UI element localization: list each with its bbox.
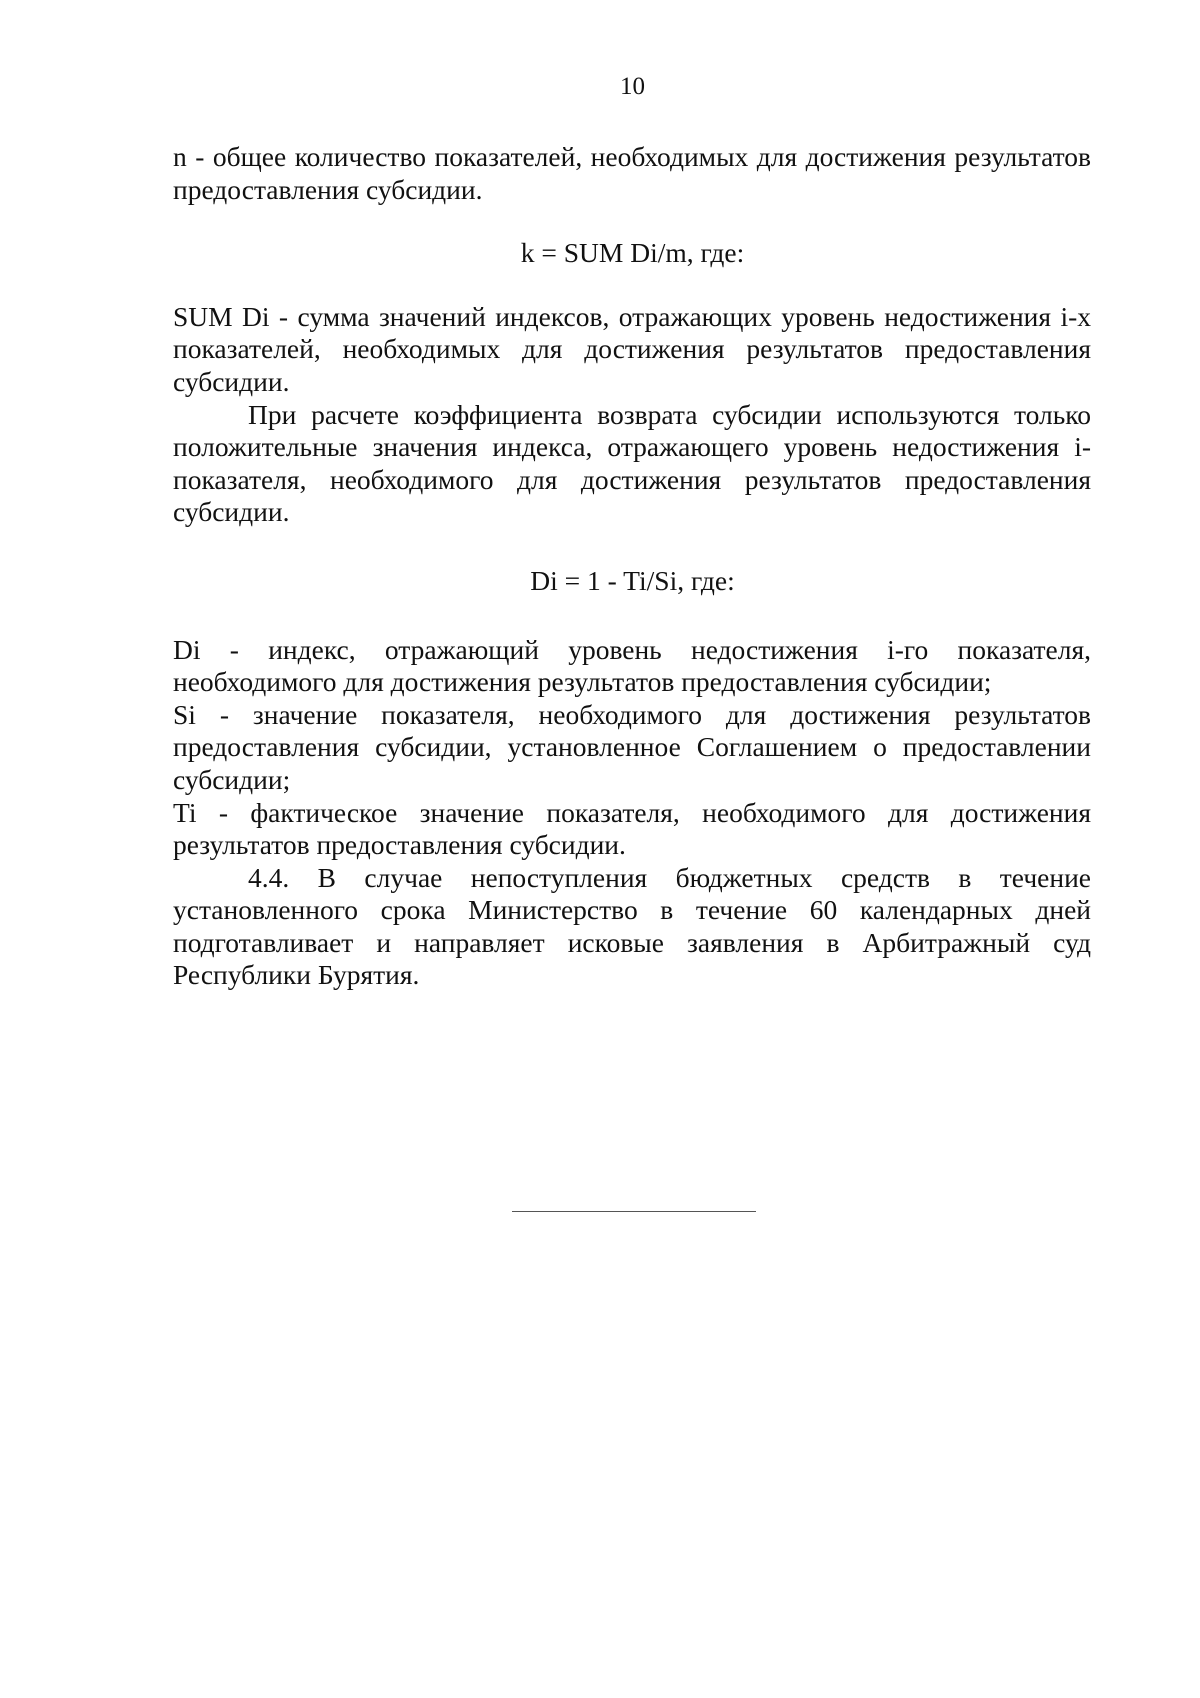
paragraph-ti-definition: Ti - фактическое значение показателя, необходимого для достижения результатов предоставления субсидии.: [173, 796, 1091, 861]
page-number: 10: [620, 73, 645, 100]
paragraph-si-definition: Si - значение показателя, необходимого для достижения результатов предоставления субсидии, установленное Соглашением о предоставлении субсидии;: [173, 698, 1091, 795]
paragraph-n-definition: n - общее количество показателей, необходимых для достижения результатов предоставления субсидии.: [173, 141, 1091, 205]
paragraph-sum-di-definition: SUM Di - сумма значений индексов, отражающих уровень недостижения i-х показателей, необходимых для достижения результатов предоставления субсидии.: [173, 300, 1091, 397]
formula-k: k = SUM Di/m, где:: [520, 237, 745, 269]
paragraph-di-definition: Di - индекс, отражающий уровень недостижения i-го показателя, необходимого для достижения результатов предоставления субсидии;: [173, 633, 1091, 698]
document-body: [173, 141, 1091, 992]
end-divider-line: [512, 1211, 756, 1212]
paragraph-section-4-4: 4.4. В случае непоступления бюджетных средств в течение установленного срока Министерство в течение 60 календарных дней подготавливает и направляет исковые заявления в Арбитражный суд Республики Бурятия.: [173, 861, 1091, 991]
paragraph-positive-values-note: При расчете коэффициента возврата субсидии используются только положительные значения индекса, отражающего уровень недостижения i-показателя, необходимого для достижения результатов предоставления субсидии.: [173, 398, 1091, 528]
formula-di: Di = 1 - Ti/Si, где:: [530, 564, 735, 596]
